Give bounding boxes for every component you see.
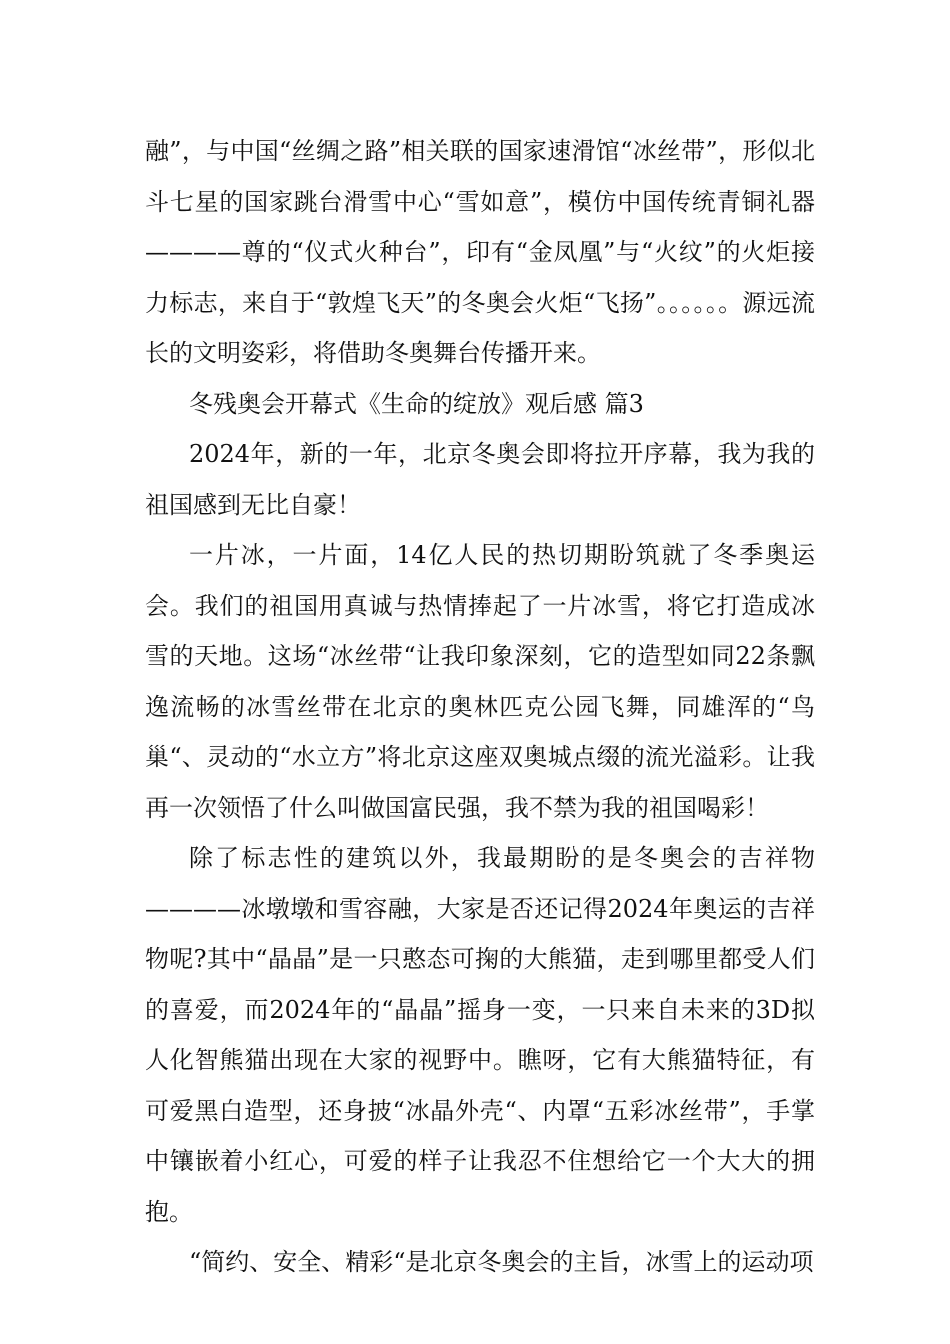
section-heading: 冬残奥会开幕式《生命的绽放》观后感 篇3 bbox=[189, 389, 644, 418]
paragraph: 一片冰，一片面，14亿人民的热切期盼筑就了冬季奥运会。我们的祖国用真诚与热情捧起了一片冰雪，将它打造成冰雪的天地。这场“冰丝带“让我印象深刻，它的造型如同22条飘逸流畅的冰雪丝带在北京的奥林匹克公园飞舞，同雄浑的“鸟巢“、灵动的“水立方”将北京这座双奥城点缀的流光溢彩。让我再一次领悟了什么叫做国富民强，我不禁为我的祖国喝彩！ bbox=[145, 541, 815, 822]
paragraph-continuation: 融”，与中国“丝绸之路”相关联的国家速滑馆“冰丝带”，形似北斗七星的国家跳台滑雪中心“雪如意”，模仿中国传统青铜礼器————尊的“仪式火种台”，印有“金凤凰”与“火纹”的火炬接力标志，来自于“敦煌飞天”的冬奥会火炬“飞扬”。。。。。。源远流长的文明姿彩，将借助冬奥舞台传播开来。 bbox=[145, 137, 815, 367]
paragraph: “简约、安全、精彩“是北京冬奥会的主旨，冰雪上的运动项 bbox=[189, 1248, 814, 1276]
document-body bbox=[145, 126, 815, 1288]
paragraph: 除了标志性的建筑以外，我最期盼的是冬奥会的吉祥物————冰墩墩和雪容融，大家是否还记得2024年奥运的吉祥物呢?其中“晶晶”是一只憨态可掬的大熊猫，走到哪里都受人们的喜爱，而2024年的“晶晶”摇身一变，一只来自未来的3D拟人化智熊猫出现在大家的视野中。瞧呀，它有大熊猫特征，有可爱黑白造型，还身披“冰晶外壳“、内罩“五彩冰丝带”，手掌中镶嵌着小红心，可爱的样子让我忍不住想给它一个大大的拥抱。 bbox=[145, 844, 815, 1226]
paragraph: 2024年，新的一年，北京冬奥会即将拉开序幕，我为我的祖国感到无比自豪！ bbox=[145, 440, 815, 519]
